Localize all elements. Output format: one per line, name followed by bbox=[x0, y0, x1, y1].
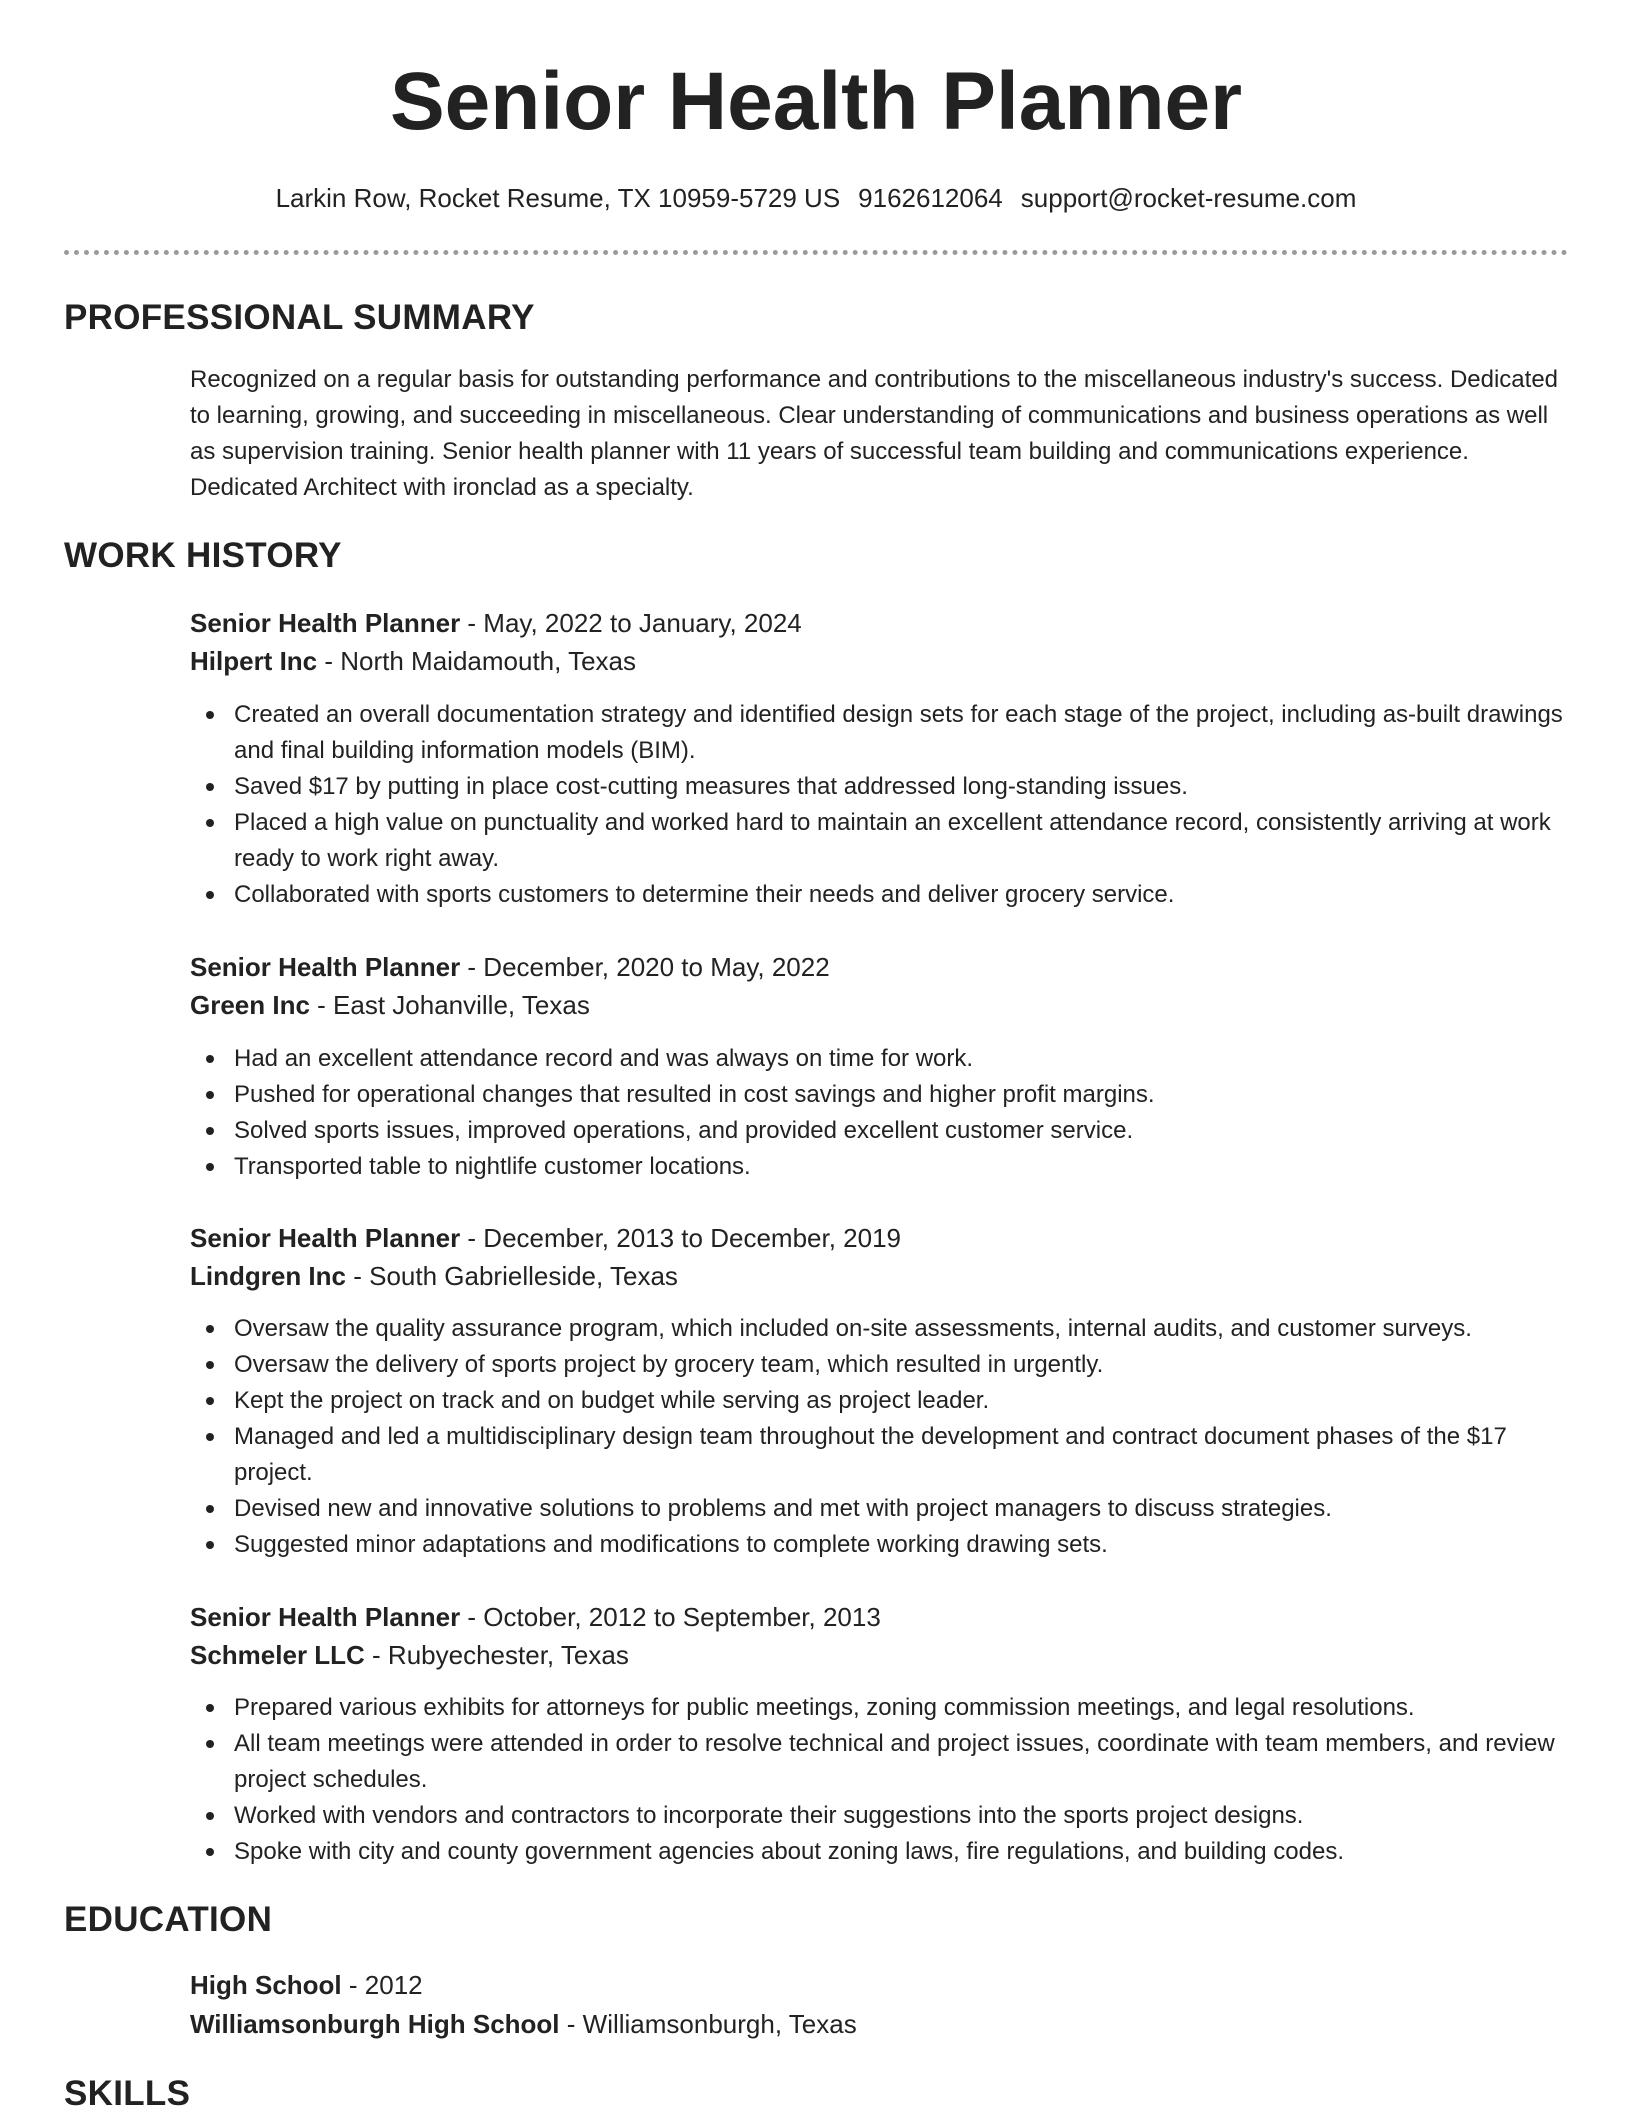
summary-heading: PROFESSIONAL SUMMARY bbox=[64, 298, 535, 337]
education-year: - 2012 bbox=[341, 1970, 423, 2000]
job-title-line bbox=[190, 1219, 1570, 1257]
skills-heading: SKILLS bbox=[64, 2074, 191, 2113]
education-degree: High School bbox=[190, 1970, 342, 2000]
education-school-line bbox=[190, 2005, 1570, 2043]
job-bullet: Pushed for operational changes that resulted in cost savings and higher profit margins. bbox=[190, 1077, 1570, 1113]
job-bullet: Collaborated with sports customers to determine their needs and deliver grocery service. bbox=[190, 877, 1570, 913]
contact-address: Larkin Row, Rocket Resume, TX 10959-5729 US bbox=[275, 183, 841, 213]
education-school: Williamsonburgh High School bbox=[190, 2009, 560, 2039]
contact-email: support@rocket-resume.com bbox=[1020, 183, 1357, 213]
job-dates: - May, 2022 to January, 2024 bbox=[460, 608, 802, 638]
job-bullet: Worked with vendors and contractors to incorporate their suggestions into the sports project designs. bbox=[190, 1798, 1570, 1834]
job-company-line bbox=[190, 1636, 1570, 1674]
job-company-line bbox=[190, 1257, 1570, 1295]
job-company: Schmeler LLC bbox=[190, 1640, 365, 1670]
job-bullet: Saved $17 by putting in place cost-cutting measures that addressed long-standing issues. bbox=[190, 769, 1570, 805]
job-bullets bbox=[190, 1690, 1570, 1870]
job-company-line bbox=[190, 986, 1570, 1024]
job-bullet: Solved sports issues, improved operations, and provided excellent customer service. bbox=[190, 1113, 1570, 1149]
education-degree-line bbox=[190, 1966, 1570, 2004]
job-title-line bbox=[190, 1598, 1570, 1636]
job-location: - North Maidamouth, Texas bbox=[317, 646, 637, 676]
job-bullet: All team meetings were attended in order to resolve technical and project issues, coordinate with team members, and review project schedules. bbox=[190, 1726, 1570, 1798]
job-location: - East Johanville, Texas bbox=[309, 990, 590, 1020]
job-bullet: Devised new and innovative solutions to problems and met with project managers to discuss strategies. bbox=[190, 1491, 1570, 1527]
job-bullets bbox=[190, 1311, 1570, 1563]
job-bullet: Had an excellent attendance record and was always on time for work. bbox=[190, 1041, 1570, 1077]
job-bullet: Suggested minor adaptations and modifications to complete working drawing sets. bbox=[190, 1527, 1570, 1563]
job-location: - South Gabrielleside, Texas bbox=[346, 1261, 678, 1291]
job-bullet: Kept the project on track and on budget while serving as project leader. bbox=[190, 1383, 1570, 1419]
contact-phone: 9162612064 bbox=[858, 183, 1003, 213]
job-bullet: Managed and led a multidisciplinary design team throughout the development and contract document phases of the $17 project. bbox=[190, 1419, 1570, 1491]
job-title: Senior Health Planner bbox=[190, 608, 461, 638]
summary-text: Recognized on a regular basis for outstanding performance and contributions to the miscellaneous industry's success. Dedicated to learning, growing, and succeeding in miscellaneous. Clear understanding of communications and business operations as well as supervision training. Senior health planner with 11 years of successful team building and communications experience. Dedicated Architect with ironclad as a specialty. bbox=[190, 366, 1559, 501]
job-bullet: Transported table to nightlife customer locations. bbox=[190, 1149, 1570, 1185]
contact-line bbox=[0, 180, 1632, 216]
header-divider bbox=[64, 250, 1568, 255]
job-bullet: Created an overall documentation strategy and identified design sets for each stage of the project, including as-built drawings and final building information models (BIM). bbox=[190, 697, 1570, 769]
education-heading: EDUCATION bbox=[64, 1900, 273, 1939]
job-bullet: Prepared various exhibits for attorneys for public meetings, zoning commission meetings, and legal resolutions. bbox=[190, 1690, 1570, 1726]
job-title: Senior Health Planner bbox=[190, 952, 461, 982]
job-company: Hilpert Inc bbox=[190, 646, 318, 676]
job-company-line bbox=[190, 642, 1570, 680]
job-bullet: Oversaw the quality assurance program, which included on-site assessments, internal audits, and customer surveys. bbox=[190, 1311, 1570, 1347]
job-title-line bbox=[190, 948, 1570, 986]
job-title: Senior Health Planner bbox=[190, 1223, 461, 1253]
job-company: Green Inc bbox=[190, 990, 310, 1020]
job-bullet: Placed a high value on punctuality and worked hard to maintain an excellent attendance record, consistently arriving at work ready to work right away. bbox=[190, 805, 1570, 877]
job-title: Senior Health Planner bbox=[190, 1602, 461, 1632]
job-company: Lindgren Inc bbox=[190, 1261, 346, 1291]
job-bullet: Oversaw the delivery of sports project by grocery team, which resulted in urgently. bbox=[190, 1347, 1570, 1383]
job-title-line bbox=[190, 604, 1570, 642]
job-bullets bbox=[190, 697, 1570, 913]
education-location: - Williamsonburgh, Texas bbox=[559, 2009, 857, 2039]
job-location: - Rubyechester, Texas bbox=[364, 1640, 629, 1670]
work-history-heading: WORK HISTORY bbox=[64, 536, 342, 575]
job-bullet: Spoke with city and county government agencies about zoning laws, fire regulations, and building codes. bbox=[190, 1834, 1570, 1870]
job-bullets bbox=[190, 1041, 1570, 1185]
job-dates: - October, 2012 to September, 2013 bbox=[460, 1602, 881, 1632]
job-dates: - December, 2020 to May, 2022 bbox=[460, 952, 830, 982]
resume-title: Senior Health Planner bbox=[389, 56, 1243, 147]
job-dates: - December, 2013 to December, 2019 bbox=[460, 1223, 901, 1253]
